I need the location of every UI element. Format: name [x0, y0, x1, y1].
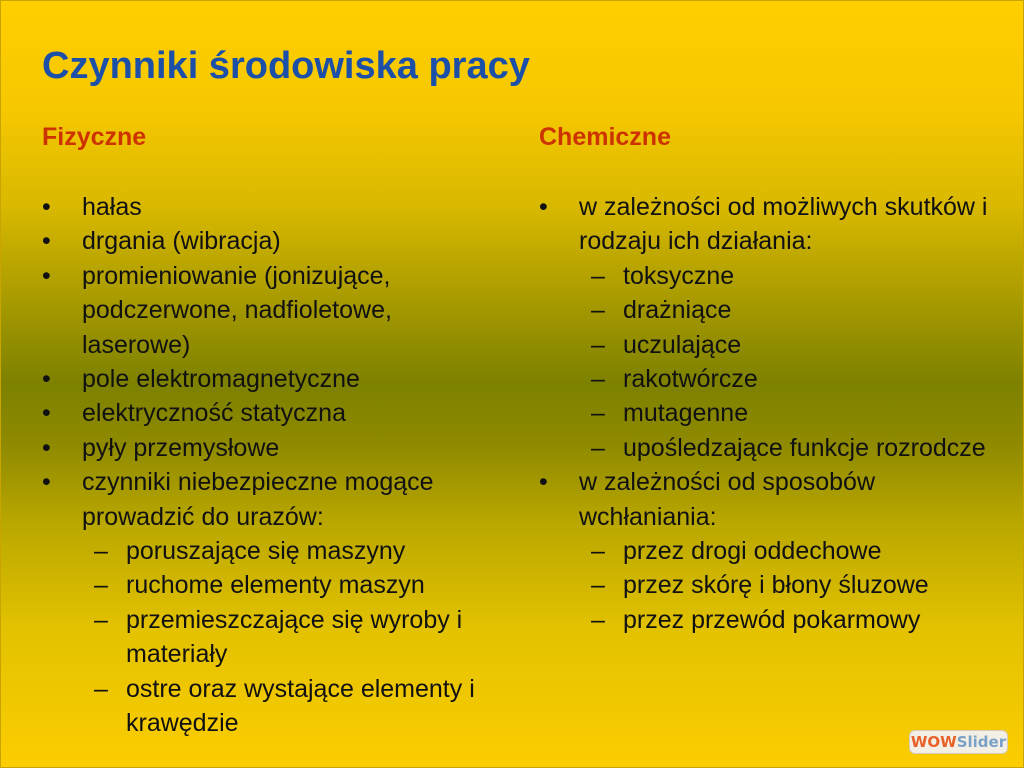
column-physical — [42, 120, 502, 741]
bullet-marker: • — [42, 227, 51, 256]
item-text: upośledzające funkcje rozrodcze — [623, 433, 986, 462]
badge-wow-text: WOW — [910, 733, 957, 751]
sub-item — [42, 672, 502, 741]
item-text: ostre oraz wystające elementy i krawędzie — [126, 674, 475, 738]
sub-item — [42, 603, 502, 672]
item-text: ruchome elementy maszyn — [126, 571, 425, 600]
bullet-marker: • — [42, 468, 51, 497]
bullet-item — [42, 224, 502, 258]
heading-physical: Fizyczne — [42, 123, 147, 151]
dash-marker: – — [591, 433, 605, 462]
item-text: przez skórę i błony śluzowe — [623, 571, 929, 600]
dash-marker: – — [591, 330, 605, 359]
item-text: w zależności od możliwych skutków i rodzaju ich działania: — [579, 193, 988, 256]
badge-slider-text: Slider — [956, 733, 1007, 751]
item-text: uczulające — [623, 330, 742, 359]
bullet-marker: • — [42, 365, 51, 394]
item-text: czynniki niebezpieczne mogące prowadzić do urazów: — [82, 468, 434, 531]
item-text: przez drogi oddechowe — [623, 537, 882, 566]
item-text: przemieszczające się wyroby i materiały — [126, 605, 463, 669]
dash-marker: – — [94, 537, 108, 566]
sub-item — [539, 603, 999, 637]
column-chemical — [539, 120, 999, 637]
sub-item — [42, 534, 502, 568]
list-physical — [42, 190, 502, 741]
item-text: przez przewód pokarmowy — [623, 605, 921, 634]
dash-marker: – — [591, 365, 605, 394]
item-text: poruszające się maszyny — [126, 537, 406, 566]
dash-marker: – — [591, 605, 605, 634]
dash-marker: – — [591, 399, 605, 428]
heading-chemical: Chemiczne — [539, 123, 671, 151]
item-text: pyły przemysłowe — [82, 433, 280, 462]
bullet-item — [42, 396, 502, 430]
bullet-item — [42, 431, 502, 465]
sub-item — [539, 534, 999, 568]
sub-item — [539, 293, 999, 327]
item-text: elektryczność statyczna — [82, 399, 346, 428]
dash-marker: – — [591, 261, 605, 290]
sub-item — [539, 431, 999, 465]
item-text: promieniowanie (jonizujące, podczerwone, nadfioletowe, laserowe) — [82, 261, 392, 359]
bullet-item — [42, 190, 502, 224]
item-text: toksyczne — [623, 261, 735, 290]
bullet-item — [42, 362, 502, 396]
item-text: pole elektromagnetyczne — [82, 365, 360, 394]
bullet-marker: • — [539, 468, 548, 497]
bullet-item — [539, 190, 999, 259]
sub-item — [539, 396, 999, 430]
sub-item — [539, 568, 999, 602]
item-text: drgania (wibracja) — [82, 227, 281, 256]
bullet-marker: • — [42, 433, 51, 462]
slide-title: Czynniki środowiska pracy — [42, 45, 530, 87]
dash-marker: – — [591, 537, 605, 566]
sub-item — [539, 362, 999, 396]
bullet-marker: • — [42, 261, 51, 290]
bullet-item — [42, 465, 502, 534]
bullet-item — [539, 465, 999, 534]
item-text: rakotwórcze — [623, 365, 758, 394]
bullet-marker: • — [42, 399, 51, 428]
dash-marker: – — [94, 674, 108, 703]
item-text: mutagenne — [623, 399, 749, 428]
item-text: hałas — [82, 193, 142, 221]
dash-marker: – — [94, 571, 108, 600]
item-text: drażniące — [623, 296, 732, 325]
bullet-marker: • — [42, 193, 51, 221]
sub-item — [42, 568, 502, 602]
dash-marker: – — [591, 571, 605, 600]
dash-marker: – — [591, 296, 605, 325]
bullet-marker: • — [539, 193, 548, 221]
list-chemical — [539, 190, 999, 637]
dash-marker: – — [94, 605, 108, 634]
bullet-item — [42, 259, 502, 362]
wowslider-badge[interactable] — [909, 730, 1008, 754]
item-text: w zależności od sposobów wchłaniania: — [579, 468, 875, 531]
sub-item — [539, 328, 999, 362]
sub-item — [539, 259, 999, 293]
